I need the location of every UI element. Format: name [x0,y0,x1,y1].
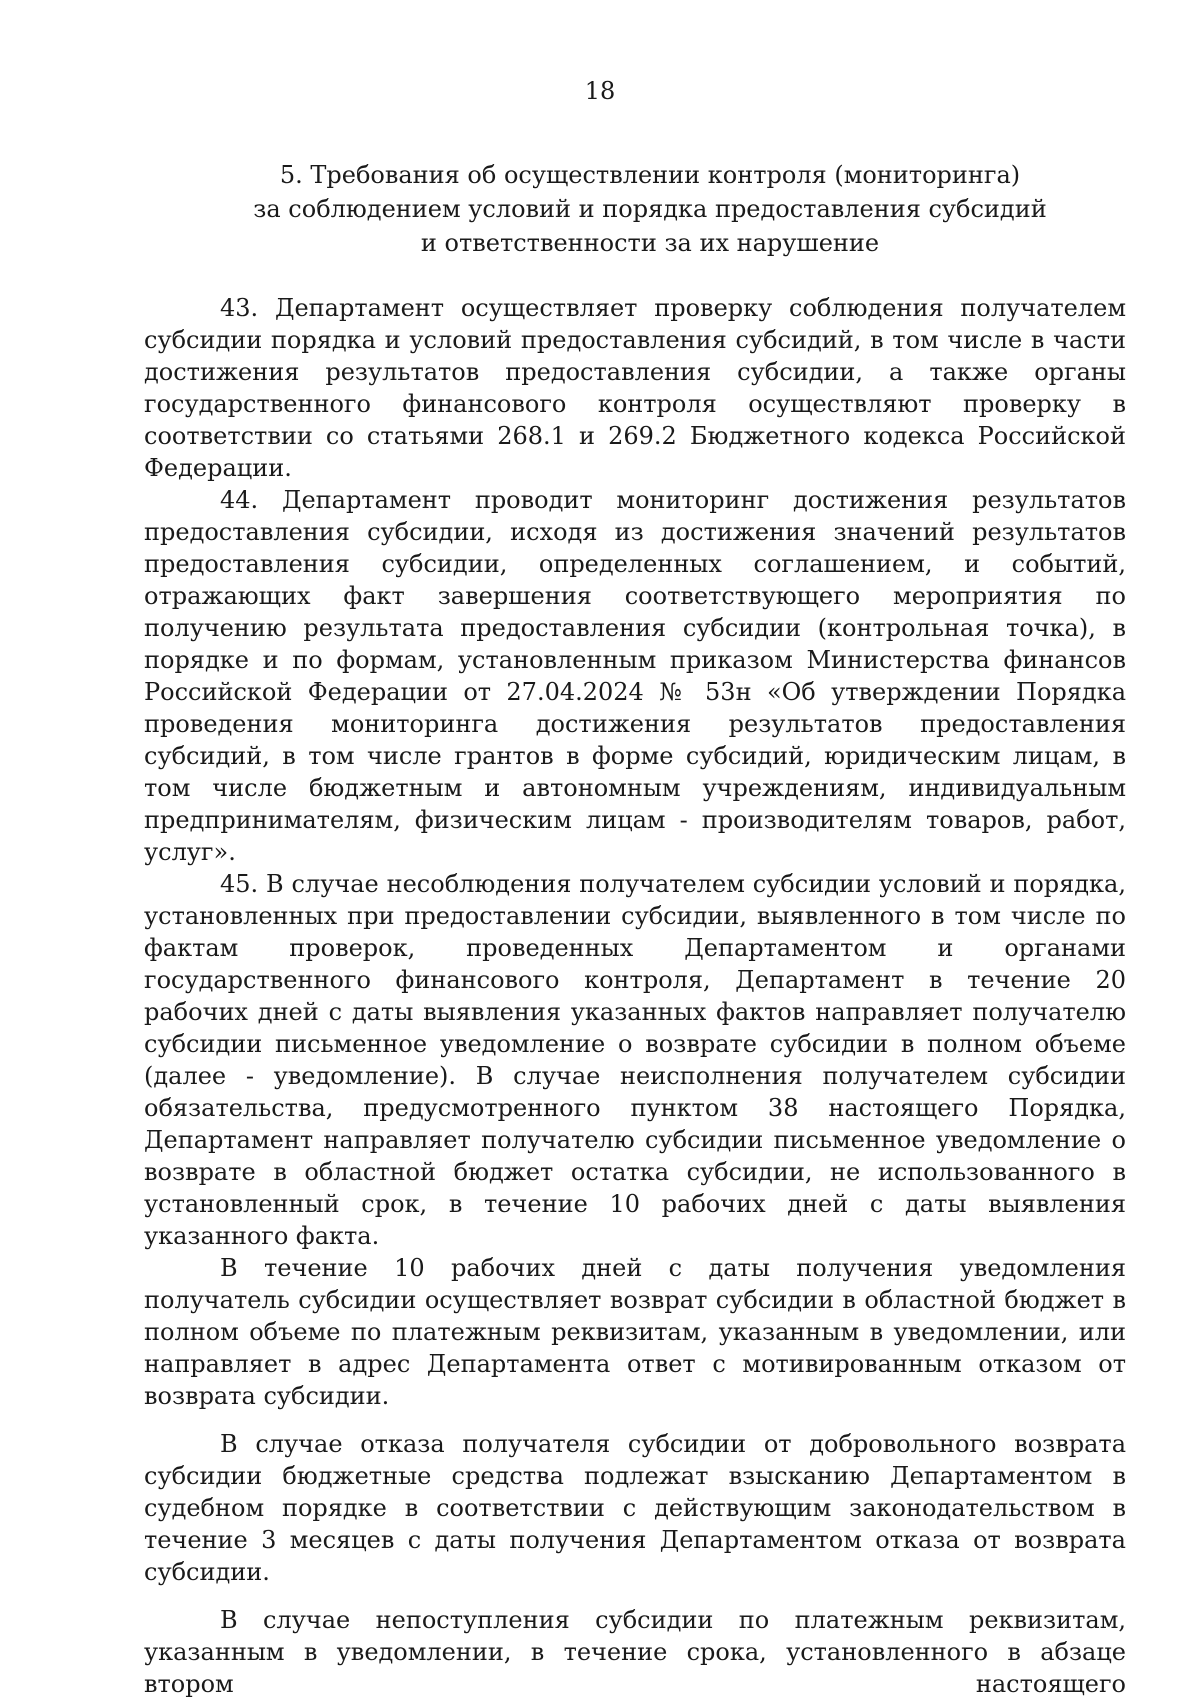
section-heading-line: и ответственности за их нарушение [420,229,880,257]
section-heading [250,158,1050,260]
section-heading-line: 5. Требования об осуществлении контроля (мониторинга) [279,161,1021,189]
section-heading-line: за соблюдением условий и порядка предоставления субсидий [253,195,1047,223]
document-body [144,292,1126,1700]
paragraph-return-term: В течение 10 рабочих дней с даты получения уведомления получатель субсидии осуществляет возврат субсидии в областной бюджет в полном объеме по платежным реквизитам, указанным в уведомлении, или направляет в адрес Департамента ответ с мотивированным отказом от возврата субсидии. [144,1254,1126,1410]
paragraph-non-receipt: В случае непоступления субсидии по платежным реквизитам, указанным в уведомлении, в течение срока, установленного в абзаце втором настоящего [144,1606,1126,1698]
page-number: 18 [584,77,616,105]
paragraph-43: 43. Департамент осуществляет проверку соблюдения получателем субсидии порядка и условий предоставления субсидий, в том числе в части достижения результатов предоставления субсидии, а также органы государственного финансового контроля осуществляют проверку в соответствии со статьями 268.1 и 269.2 Бюджетного кодекса Российской Федерации. [144,294,1126,482]
paragraph-44: 44. Департамент проводит мониторинг достижения результатов предоставления субсидии, исходя из достижения значений результатов предоставления субсидии, определенных соглашением, и событий, отражающих факт завершения соответствующего мероприятия по получению результата предоставления субсидии (контрольная точка), в порядке и по формам, установленным приказом Министерства финансов Российской Федерации от 27.04.2024 № 53н «Об утверждении Порядка проведения мониторинга достижения результатов предоставления субсидий, в том числе грантов в форме субсидий, юридическим лицам, в том числе бюджетным и автономным учреждениям, индивидуальным предпринимателям, физическим лицам - производителям товаров, работ, услуг». [144,486,1126,866]
paragraph-45: 45. В случае несоблюдения получателем субсидии условий и порядка, установленных при предоставлении субсидии, выявленного в том числе по фактам проверок, проведенных Департаментом и органами государственного финансового контроля, Департамент в течение 20 рабочих дней с даты выявления указанных фактов направляет получателю субсидии письменное уведомление о возврате субсидии в полном объеме (далее - уведомление). В случае неисполнения получателем субсидии обязательства, предусмотренного пунктом 38 настоящего Порядка, Департамент направляет получателю субсидии письменное уведомление о возврате в областной бюджет остатка субсидии, не использованного в установленный срок, в течение 10 рабочих дней с даты выявления указанного факта. [144,870,1126,1250]
paragraph-refusal: В случае отказа получателя субсидии от добровольного возврата субсидии бюджетные средства подлежат взысканию Департаментом в судебном порядке в соответствии с действующим законодательством в течение 3 месяцев с даты получения Департаментом отказа от возврата субсидии. [144,1430,1126,1586]
